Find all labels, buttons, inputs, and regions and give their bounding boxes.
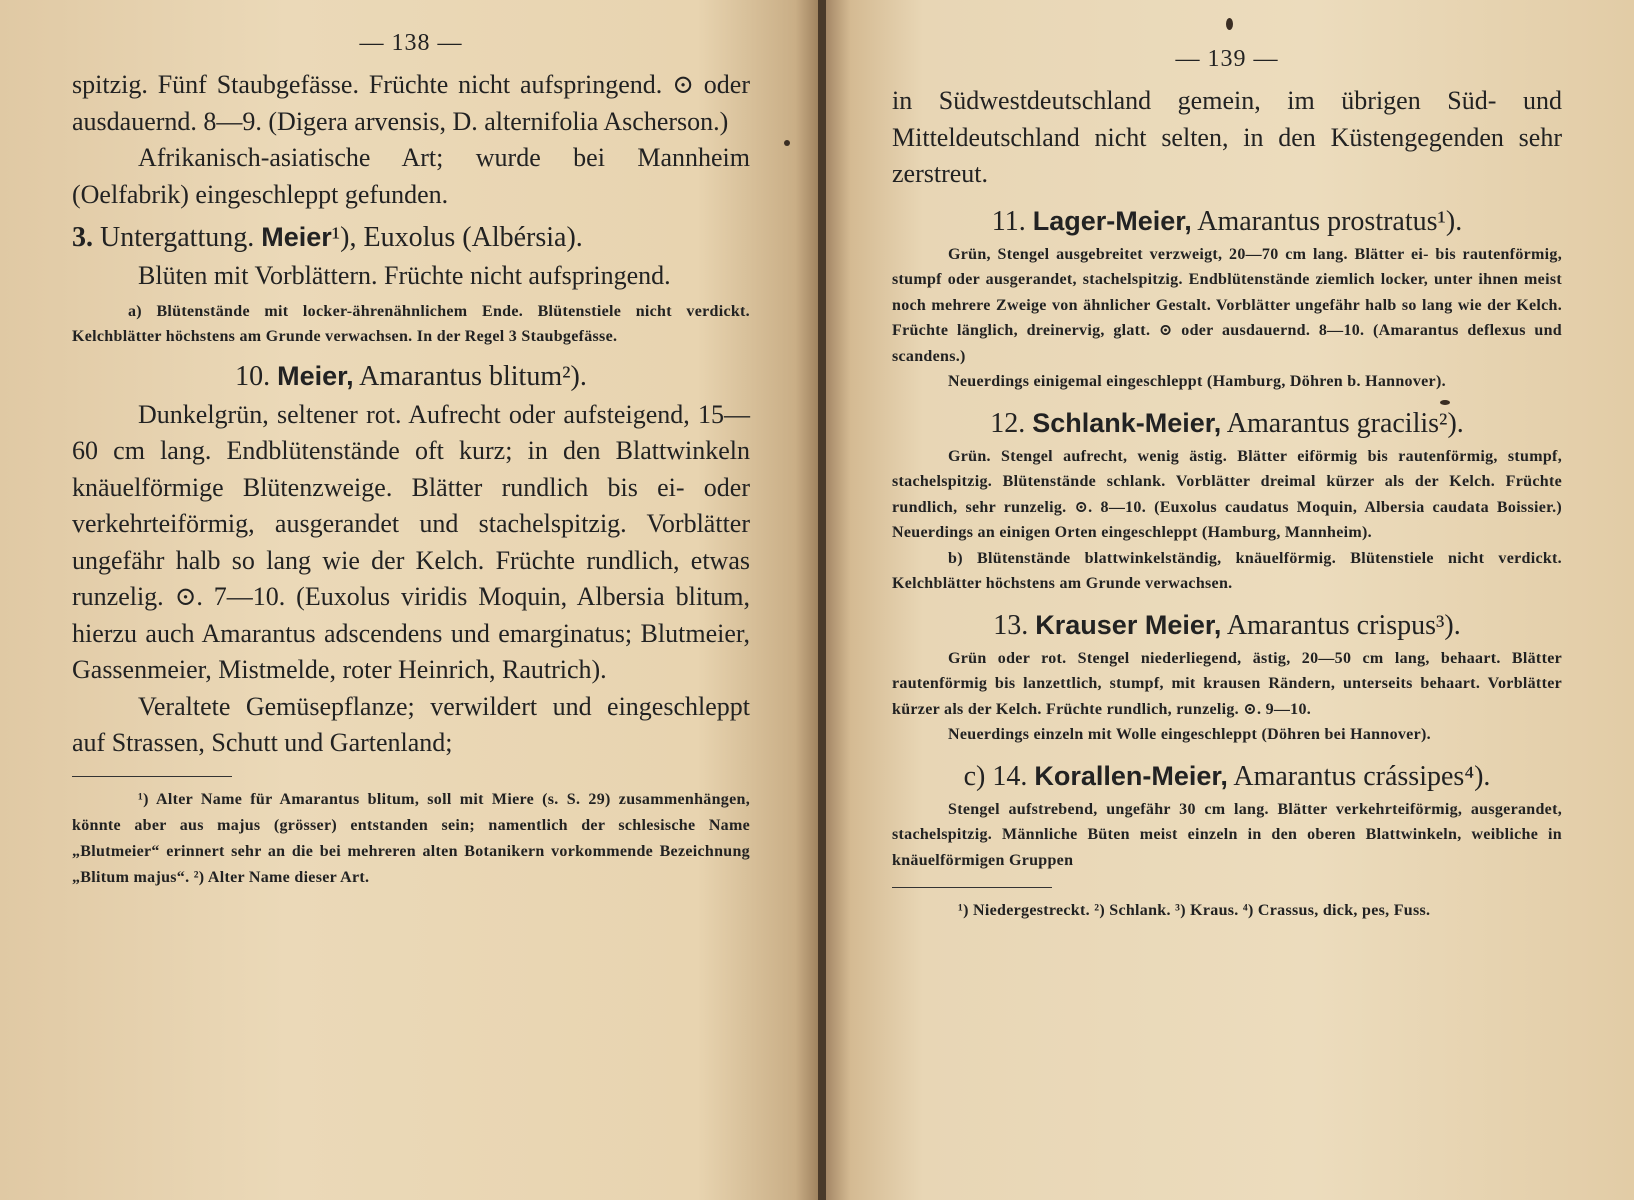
species-description: Grün. Stengel aufrecht, wenig ästig. Blätter eiförmig bis rautenförmig, stumpf, stachelspitzig. Blütenstände schlank. Vorblätter dreimal kürzer als der Kelch. Früchte rundlich, sehr runzelig. ⊙. 8—10. (Euxolus caudatus Moquin, Albersia caudata Boissier.) Neuerdings an einigen Orten eingeschleppt (Hamburg, Mannheim).	[892, 447, 1562, 541]
latin-name: , Euxolus (Albérsia).	[349, 222, 583, 253]
species-heading-13	[892, 605, 1562, 646]
species-heading-14	[892, 756, 1562, 797]
species-description: Grün, Stengel ausgebreitet verzweigt, 20—70 cm lang. Blätter ei- bis rautenförmig, stumpf oder ausgerandet, stachelspitzig. Endblütenstände ziemlich locker, unter ihnen meist noch mehrere Zweige von ähnlicher Gestalt. Vorblätter ungefähr halb so lang wie der Kelch. Früchte länglich, dreinervig, glatt. ⊙ oder ausdauernd. 8—10. (Amarantus deflexus und scandens.)	[892, 245, 1562, 365]
footnotes: ¹) Niedergestreckt. ²) Schlank. ³) Kraus. ⁴) Crassus, dick, pes, Fuss.	[958, 902, 1431, 919]
key-c-marker: c)	[963, 760, 986, 792]
paragraph: Veraltete Gemüsepflanze; verwildert und eingeschleppt auf Strassen, Schutt und Gartenland;	[72, 691, 750, 757]
paragraph: Afrikanisch-asiatische Art; wurde bei Mannheim (Oelfabrik) eingeschleppt gefunden.	[72, 143, 750, 209]
footnote-mark: ¹)	[331, 222, 350, 253]
footnote-mark: ²).	[562, 360, 587, 392]
latin-name: Amarantus blitum	[353, 360, 563, 392]
species-description: Dunkelgrün, seltener rot. Aufrecht oder aufsteigend, 15—60 cm lang. Endblütenstände oft kurz; in den Blattwinkeln knäuelförmige Blütenzweige. Blätter rundlich bis ei- oder verkehrteiförmig, ausgerandet und stachelspitzig. Vorblätter ungefähr halb so lang wie der Kelch. Früchte rundlich, etwas runzelig. ⊙. 7—10. (Euxolus viridis Moquin, Albersia blitum, hierzu auch Amarantus adscendens und emarginatus; Blutmeier, Gassenmeier, Mistmelde, roter Heinrich, Rautrich).	[72, 399, 750, 684]
key-a: a) Blütenstände mit locker-ährenähnlichem Ende. Blütenstiele nicht verdickt. Kelchblätter höchstens am Grunde verwachsen. In der Regel 3 Staubgefässe.	[72, 302, 750, 345]
footnote-rule	[72, 776, 232, 777]
species-heading-10	[72, 356, 750, 397]
species-name: Schlank-Meier,	[1032, 407, 1222, 438]
paragraph: in Südwestdeutschland gemein, im übrigen Süd- und Mitteldeutschland nicht selten, in den Küstengegenden sehr zerstreut.	[892, 86, 1562, 188]
latin-name: Amarantus crispus	[1221, 609, 1437, 641]
subgenus-heading	[72, 217, 750, 258]
subgenus-number: 3.	[72, 222, 93, 253]
species-name: Krauser Meier,	[1035, 609, 1222, 640]
footnote-mark: ³).	[1436, 609, 1461, 641]
footnote-mark: ²).	[1439, 407, 1464, 439]
species-distribution: Neuerdings einigemal eingeschleppt (Hamburg, Döhren b. Hannover).	[948, 373, 1446, 390]
ink-speck	[1226, 18, 1233, 30]
page-number: — 138 —	[359, 30, 463, 56]
species-number: 10.	[235, 360, 271, 392]
species-name: Lager-Meier,	[1032, 205, 1192, 236]
latin-name: Amarantus prostratus	[1191, 205, 1438, 237]
subgenus-label: Untergattung.	[93, 222, 262, 253]
footnote-mark: ¹).	[1437, 205, 1463, 237]
footnote-rule	[892, 887, 1052, 888]
species-distribution: Neuerdings einzeln mit Wolle eingeschleppt (Döhren bei Hannover).	[948, 726, 1431, 743]
ink-speck	[1440, 400, 1450, 405]
key-b: b) Blütenstände blattwinkelständig, knäuelförmig. Blütenstiele nicht verdickt. Kelchblätter höchstens am Grunde verwachsen.	[892, 549, 1562, 592]
species-name: Korallen-Meier,	[1034, 760, 1228, 791]
species-heading-12	[892, 403, 1562, 444]
species-number: 12.	[990, 407, 1026, 439]
genus-name: Meier	[261, 222, 332, 252]
ink-speck	[784, 140, 790, 146]
species-number: 13.	[993, 609, 1029, 641]
species-number: 14.	[985, 760, 1028, 792]
species-heading-11	[892, 201, 1562, 242]
footnotes: ¹) Alter Name für Amarantus blitum, soll mit Miere (s. S. 29) zusammenhängen, könnte aber aus majus (grösser) entstanden sein; namentlich der schlesische Name „Blutmeier“ erinnert sehr an die bei mehreren alten Botanikern vorkommende Bezeichnung „Blitum majus“. ²) Alter Name dieser Art.	[72, 790, 750, 886]
paragraph: Blüten mit Vorblättern. Früchte nicht aufspringend.	[138, 261, 671, 290]
species-description: Stengel aufstrebend, ungefähr 30 cm lang. Blätter verkehrteiförmig, ausgerandet, stachelspitzig. Männliche Büten meist einzeln in den oberen Blattwinkeln, weibliche in knäuelförmigen Gruppen	[892, 800, 1562, 869]
latin-name: Amarantus crássipes	[1227, 760, 1465, 792]
footnote-mark: ⁴).	[1464, 760, 1491, 792]
right-page	[826, 0, 1634, 1200]
paragraph: spitzig. Fünf Staubgefässe. Früchte nicht aufspringend. ⊙ oder ausdauernd. 8—9. (Digera arvensis, D. alternifolia Ascherson.)	[72, 70, 750, 136]
species-name: Meier,	[277, 360, 354, 391]
page-number: — 139 —	[1175, 46, 1279, 72]
species-number: 11.	[991, 205, 1026, 237]
species-description: Grün oder rot. Stengel niederliegend, ästig, 20—50 cm lang, behaart. Blätter rautenförmig bis lanzettlich, stumpf, mit krausen Rändern, unterseits behaart. Vorblätter kürzer als der Kelch. Früchte rundlich, runzelig. ⊙. 9—10.	[892, 649, 1562, 718]
latin-name: Amarantus gracilis	[1221, 407, 1440, 439]
